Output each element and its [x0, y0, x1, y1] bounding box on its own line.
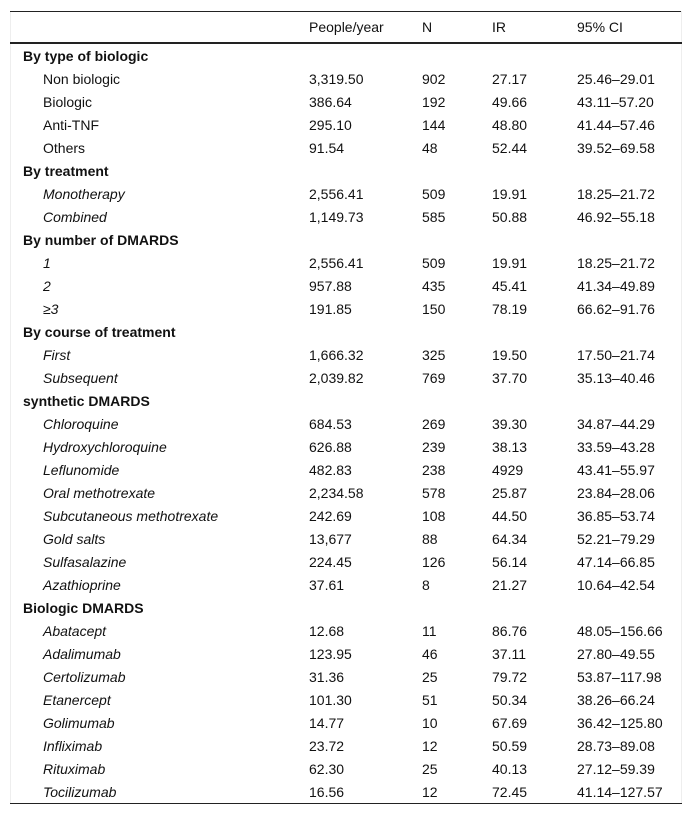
people-year-cell: 13,677 [309, 530, 352, 547]
table-row [11, 711, 682, 734]
table-row [11, 550, 682, 573]
ir-cell: 50.59 [492, 737, 528, 754]
ir-cell: 4929 [492, 461, 524, 478]
header-ci: 95% CI [577, 12, 682, 44]
people-year-cell: 2,234.58 [309, 484, 364, 501]
ci-cell: 10.64–42.54 [577, 576, 655, 593]
row-label: 1 [43, 254, 51, 271]
section-title: By number of DMARDS [23, 231, 179, 248]
section-title: Biologic DMARDS [23, 599, 144, 616]
row-label: Oral methotrexate [43, 484, 156, 501]
table-row [11, 435, 682, 458]
people-year-cell: 31.36 [309, 668, 345, 685]
n-cell: 238 [422, 461, 446, 478]
people-year-cell: 101.30 [309, 691, 352, 708]
ci-cell: 36.85–53.74 [577, 507, 655, 524]
row-label: Anti-TNF [43, 116, 99, 133]
ci-cell: 48.05–156.66 [577, 622, 663, 639]
row-label: Hydroxychloroquine [43, 438, 167, 455]
table-row [11, 274, 682, 297]
ir-cell: 44.50 [492, 507, 528, 524]
people-year-cell: 482.83 [309, 461, 352, 478]
table-row [11, 458, 682, 481]
row-label: Biologic [43, 93, 93, 110]
n-cell: 25 [422, 760, 438, 777]
row-label: Certolizumab [43, 668, 126, 685]
ci-cell: 17.50–21.74 [577, 346, 655, 363]
section-header-row [11, 228, 682, 251]
section-header-row [11, 596, 682, 619]
n-cell: 8 [422, 576, 430, 593]
people-year-cell: 242.69 [309, 507, 352, 524]
table-row [11, 67, 682, 90]
ir-cell: 78.19 [492, 300, 528, 317]
people-year-cell: 91.54 [309, 139, 345, 156]
n-cell: 88 [422, 530, 438, 547]
ci-cell: 53.87–117.98 [577, 668, 662, 685]
ir-cell: 38.13 [492, 438, 528, 455]
people-year-cell: 2,556.41 [309, 185, 364, 202]
ir-cell: 40.13 [492, 760, 528, 777]
row-label: Non biologic [43, 70, 121, 87]
section-header-row [11, 320, 682, 343]
row-label: Subcutaneous methotrexate [43, 507, 219, 524]
row-label: ≥3 [43, 300, 59, 317]
section-header-row [11, 389, 682, 412]
n-cell: 12 [422, 783, 438, 800]
n-cell: 51 [422, 691, 438, 708]
row-label: Azathioprine [43, 576, 121, 593]
table-row [11, 136, 682, 159]
table-row [11, 780, 682, 804]
row-label: First [43, 346, 71, 363]
ci-cell: 27.12–59.39 [577, 760, 655, 777]
ci-cell: 39.52–69.58 [577, 139, 655, 156]
header-n: N [422, 12, 492, 44]
ci-cell: 41.44–57.46 [577, 116, 655, 133]
table-row [11, 619, 682, 642]
row-label: Abatacept [43, 622, 107, 639]
incidence-table [10, 11, 682, 804]
ci-cell: 18.25–21.72 [577, 254, 655, 271]
ir-cell: 37.11 [492, 645, 526, 662]
ci-cell: 23.84–28.06 [577, 484, 655, 501]
ir-cell: 64.34 [492, 530, 528, 547]
people-year-cell: 12.68 [309, 622, 345, 639]
table-row [11, 481, 682, 504]
table-row [11, 205, 682, 228]
ir-cell: 72.45 [492, 783, 528, 800]
people-year-cell: 386.64 [309, 93, 352, 110]
n-cell: 46 [422, 645, 438, 662]
row-label: Subsequent [43, 369, 118, 386]
row-label: Others [43, 139, 86, 156]
ci-cell: 52.21–79.29 [577, 530, 655, 547]
header-label [11, 12, 310, 44]
row-label: Etanercept [43, 691, 111, 708]
people-year-cell: 191.85 [309, 300, 352, 317]
ir-cell: 86.76 [492, 622, 528, 639]
ci-cell: 36.42–125.80 [577, 714, 663, 731]
section-title: By treatment [23, 162, 109, 179]
row-label: Tocilizumab [43, 783, 117, 800]
n-cell: 10 [422, 714, 438, 731]
people-year-cell: 684.53 [309, 415, 352, 432]
people-year-cell: 295.10 [309, 116, 352, 133]
n-cell: 144 [422, 116, 446, 133]
n-cell: 11 [422, 622, 437, 639]
row-label: Gold salts [43, 530, 106, 547]
row-label: Chloroquine [43, 415, 119, 432]
n-cell: 435 [422, 277, 446, 294]
ir-cell: 48.80 [492, 116, 528, 133]
ir-cell: 25.87 [492, 484, 528, 501]
ci-cell: 35.13–40.46 [577, 369, 655, 386]
ci-cell: 34.87–44.29 [577, 415, 655, 432]
table-row [11, 90, 682, 113]
n-cell: 509 [422, 254, 446, 271]
people-year-cell: 626.88 [309, 438, 352, 455]
ci-cell: 25.46–29.01 [577, 70, 655, 87]
table-row [11, 757, 682, 780]
table-row [11, 734, 682, 757]
ir-cell: 49.66 [492, 93, 528, 110]
ci-cell: 38.26–66.24 [577, 691, 655, 708]
section-title: By type of biologic [23, 47, 149, 64]
section-header-row [11, 43, 682, 67]
row-label: Rituximab [43, 760, 106, 777]
n-cell: 269 [422, 415, 446, 432]
people-year-cell: 3,319.50 [309, 70, 364, 87]
n-cell: 902 [422, 70, 446, 87]
n-cell: 585 [422, 208, 446, 225]
section-title: synthetic DMARDS [23, 392, 150, 409]
people-year-cell: 224.45 [309, 553, 352, 570]
people-year-cell: 2,039.82 [309, 369, 364, 386]
ir-cell: 39.30 [492, 415, 528, 432]
table-row [11, 412, 682, 435]
n-cell: 578 [422, 484, 446, 501]
table-row [11, 527, 682, 550]
n-cell: 239 [422, 438, 446, 455]
table-row [11, 366, 682, 389]
row-label: Adalimumab [43, 645, 121, 662]
n-cell: 12 [422, 737, 438, 754]
ci-cell: 18.25–21.72 [577, 185, 655, 202]
people-year-cell: 14.77 [309, 714, 345, 731]
ir-cell: 50.88 [492, 208, 528, 225]
people-year-cell: 37.61 [309, 576, 345, 593]
table-header-row [11, 12, 682, 44]
people-year-cell: 957.88 [309, 277, 352, 294]
ci-cell: 43.11–57.20 [577, 93, 654, 110]
ci-cell: 47.14–66.85 [577, 553, 655, 570]
people-year-cell: 123.95 [309, 645, 352, 662]
n-cell: 769 [422, 369, 446, 386]
header-people-year: People/year [309, 12, 422, 44]
ir-cell: 21.27 [492, 576, 528, 593]
n-cell: 325 [422, 346, 446, 363]
row-label: Infliximab [43, 737, 103, 754]
row-label: Monotherapy [43, 185, 125, 202]
people-year-cell: 62.30 [309, 760, 345, 777]
section-header-row [11, 159, 682, 182]
row-label: Sulfasalazine [43, 553, 127, 570]
ir-cell: 56.14 [492, 553, 528, 570]
n-cell: 509 [422, 185, 446, 202]
ci-cell: 41.34–49.89 [577, 277, 655, 294]
ir-cell: 19.91 [492, 185, 528, 202]
ir-cell: 79.72 [492, 668, 528, 685]
people-year-cell: 23.72 [309, 737, 345, 754]
n-cell: 150 [422, 300, 446, 317]
table-row [11, 688, 682, 711]
table-row [11, 665, 682, 688]
ir-cell: 19.50 [492, 346, 528, 363]
ir-cell: 50.34 [492, 691, 528, 708]
ci-cell: 27.80–49.55 [577, 645, 655, 662]
table-row [11, 113, 682, 136]
ci-cell: 46.92–55.18 [577, 208, 655, 225]
row-label: 2 [43, 277, 51, 294]
table-row [11, 573, 682, 596]
people-year-cell: 1,149.73 [309, 208, 364, 225]
ci-cell: 43.41–55.97 [577, 461, 655, 478]
ir-cell: 45.41 [492, 277, 528, 294]
table-row [11, 182, 682, 205]
table-body [11, 43, 682, 804]
n-cell: 108 [422, 507, 446, 524]
ir-cell: 19.91 [492, 254, 528, 271]
ci-cell: 41.14–127.57 [577, 783, 663, 800]
table-row [11, 504, 682, 527]
table-row [11, 251, 682, 274]
table-row [11, 642, 682, 665]
n-cell: 25 [422, 668, 438, 685]
people-year-cell: 1,666.32 [309, 346, 364, 363]
n-cell: 126 [422, 553, 446, 570]
n-cell: 192 [422, 93, 446, 110]
ir-cell: 67.69 [492, 714, 528, 731]
ir-cell: 27.17 [492, 70, 528, 87]
people-year-cell: 2,556.41 [309, 254, 364, 271]
section-title: By course of treatment [23, 323, 176, 340]
ci-cell: 66.62–91.76 [577, 300, 655, 317]
ci-cell: 33.59–43.28 [577, 438, 655, 455]
people-year-cell: 16.56 [309, 783, 345, 800]
row-label: Leflunomide [43, 461, 120, 478]
ci-cell: 28.73–89.08 [577, 737, 655, 754]
row-label: Golimumab [43, 714, 115, 731]
ir-cell: 37.70 [492, 369, 528, 386]
header-ir: IR [492, 12, 577, 44]
table-row [11, 343, 682, 366]
row-label: Combined [43, 208, 107, 225]
n-cell: 48 [422, 139, 438, 156]
ir-cell: 52.44 [492, 139, 528, 156]
table-row [11, 297, 682, 320]
